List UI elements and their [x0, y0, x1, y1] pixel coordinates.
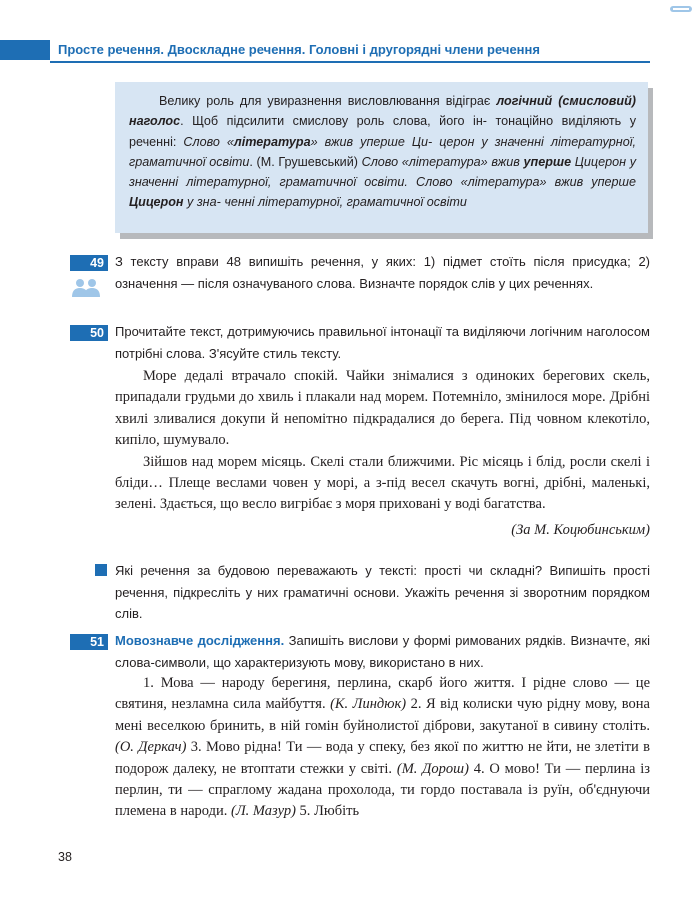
- task-51-title: Мовознавче дослідження.: [115, 633, 285, 648]
- rule-info-box: [115, 82, 648, 233]
- question-marker: [95, 564, 107, 576]
- task-51-text: Мовознавче дослідження. Запишіть вислови у формі римованих рядків. Визначте, які слова-символи, що характеризують мову, використано в них.: [115, 633, 650, 670]
- page-header-title: Просте речення. Двоскладне речення. Головні і другорядні члени речення: [58, 42, 540, 57]
- task-50-question: Які речення за будовою переважають у тексті: прості чи складні? Випишіть прості речення, підкресліть у них граматичні основи. Укажіть речення зі зворотним порядком слів.: [115, 563, 650, 621]
- page-number: 38: [58, 850, 72, 864]
- passage-author: (За М. Коцюбинським): [511, 521, 650, 538]
- header-accent-bar: [0, 40, 50, 60]
- task-50-passage: [115, 366, 650, 541]
- passage-paragraph-1: Море дедалі втрачало спокій. Чайки знімалися з одиноких берегових скель, припадали грудьми до хвиль і плакали над морем. Потемніло, змінилося море. Дрібні хвилі зливалися докупи й непомітно підкрадалися до берега. Під човном клекотіло, кипіло, шумувало.: [115, 368, 650, 449]
- task-number-51: 51: [70, 634, 108, 650]
- pair-work-icon: [71, 278, 101, 298]
- task-50-text: Прочитайте текст, дотримуючись правильної інтонації та виділяючи логічним наголосом потрібні слова. З'ясуйте стиль тексту.: [115, 324, 650, 361]
- passage-paragraph-2: Зійшов над морем місяць. Скелі стали ближчими. Ріс місяць і блід, росли скелі і бліди… Плеще веслами човен у морі, а з-під весел скачуть вогні, дрібні, маленькі, зелені. Здається, що весло вигрібає з моря приховані у воді багатства.: [115, 453, 650, 513]
- header-rule: [50, 61, 650, 63]
- task-number-49: 49: [70, 255, 108, 271]
- quotes-paragraph: 1. Мова — народу берегиня, перлина, скарб його життя. І рідне слово — це святиня, незламна сила майбуття. (К. Линдюк) 2. Я від колиски чую рідну мову, вона мені веселкою бринить, в ній гомін буйнолистої діброви, закутаної в сивину століть. (О. Деркач) 3. Мово рідна! Ти — вода у спеку, без якої по життю не йти, не злетіти в подорож далеку, не втоптати стежки у світі. (М. Дорош) 4. О мово! Ти — перлина із перлин, ти — спраглому жадана прохолода, ти гордо поставала із руїн, об'єднуючи племена в народи. (Л. Мазур) 5. Любіть: [115, 675, 650, 820]
- info-text: Велику роль для увиразнення висловлювання відіграє логічний (смисловий) наголос. Щоб підсилити смислову роль слова, його ін- тонаційно виділяють у реченні: Слово «література» вжив уперше Ци- церон у значенні літературної, граматичної освіти. (М. Грушевський) Слово «література» вжив уперше Цицерон у значенні літературної, граматичної освіти. Слово «література» вжив уперше Цицерон у зна- ченні літературної, граматичної освіти: [129, 94, 637, 210]
- task-51-quotes: [115, 673, 650, 823]
- task-49-text: З тексту вправи 48 випишіть речення, у яких: 1) підмет стоїть після присудка; 2) означення — після означуваного слова. Визначте порядок слів у цих реченнях.: [115, 254, 650, 291]
- task-number-50: 50: [70, 325, 108, 341]
- publisher-logo-icon: [670, 4, 692, 14]
